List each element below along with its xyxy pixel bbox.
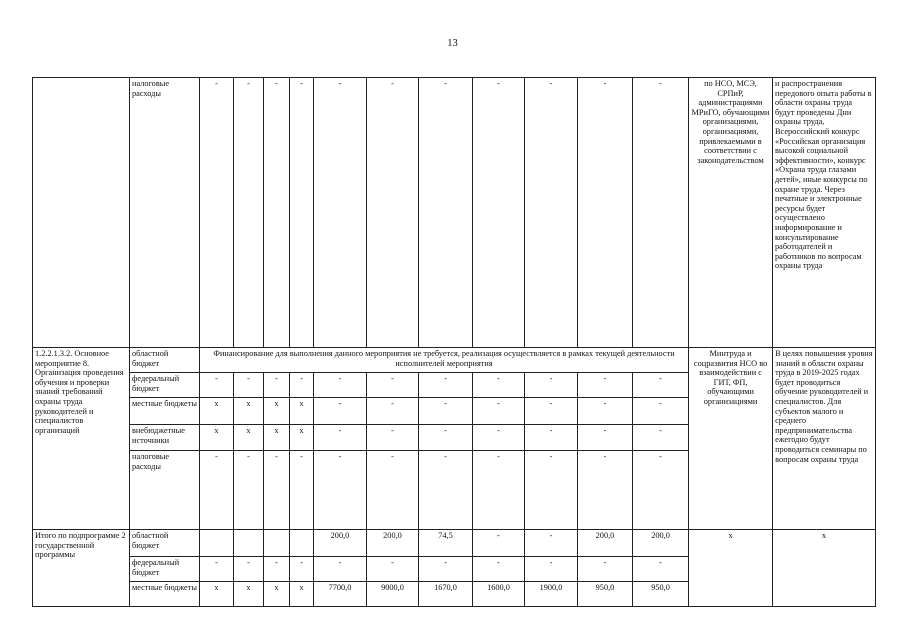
value-cell: x bbox=[290, 425, 314, 451]
value-cell: - bbox=[290, 373, 314, 398]
value-cell: - bbox=[419, 451, 473, 530]
program-table bbox=[32, 347, 876, 607]
value-cell: - bbox=[367, 557, 419, 582]
value-cell: 200,0 bbox=[633, 530, 689, 557]
program-table-continued bbox=[32, 77, 876, 348]
executors-cell: x bbox=[689, 530, 773, 607]
value-cell: - bbox=[264, 373, 290, 398]
expected-result-cell: x bbox=[773, 530, 876, 607]
value-cell: - bbox=[290, 78, 314, 348]
event-name-cell bbox=[33, 78, 130, 348]
value-cell: x bbox=[264, 425, 290, 451]
value-cell: - bbox=[200, 78, 234, 348]
value-cell: x bbox=[234, 582, 264, 607]
funding-source-cell: областной бюджет bbox=[130, 348, 200, 373]
value-cell: - bbox=[578, 398, 633, 425]
value-cell: - bbox=[473, 78, 525, 348]
value-cell: - bbox=[578, 373, 633, 398]
value-cell: - bbox=[314, 398, 367, 425]
value-cell: 1670,0 bbox=[419, 582, 473, 607]
value-cell: x bbox=[290, 582, 314, 607]
value-cell bbox=[234, 530, 264, 557]
executors-cell: Минтруда и соцразвития НСО во взаимодействии с ГИТ, ФП, обучающими организациями bbox=[689, 348, 773, 530]
value-cell: - bbox=[419, 78, 473, 348]
value-cell: x bbox=[200, 398, 234, 425]
value-cell: - bbox=[367, 373, 419, 398]
value-cell: - bbox=[419, 425, 473, 451]
value-cell: - bbox=[473, 557, 525, 582]
value-cell: x bbox=[264, 582, 290, 607]
table-row bbox=[33, 530, 876, 557]
value-cell: - bbox=[234, 373, 264, 398]
value-cell: - bbox=[473, 530, 525, 557]
value-cell: - bbox=[314, 373, 367, 398]
value-cell: - bbox=[525, 425, 578, 451]
value-cell: x bbox=[234, 398, 264, 425]
event-name-cell: 1.2.2.1.3.2. Основное мероприятие 8. Организация проведения обучения и проверки знаний требований охраны труда руководителей и специалистов организаций bbox=[33, 348, 130, 530]
value-cell: - bbox=[367, 398, 419, 425]
value-cell: x bbox=[264, 398, 290, 425]
page-number: 13 bbox=[447, 38, 458, 49]
value-cell: - bbox=[525, 373, 578, 398]
value-cell: - bbox=[473, 398, 525, 425]
value-cell: - bbox=[419, 398, 473, 425]
funding-source-cell: областной бюджет bbox=[130, 530, 200, 557]
value-cell: - bbox=[314, 78, 367, 348]
value-cell: - bbox=[200, 451, 234, 530]
executors-cell: по НСО, МСЭ, СРПиР, администрациями МРиГО, обучающими организациями, организациями, привлекаемыми в соответствии с законодательством bbox=[689, 78, 773, 348]
value-cell: - bbox=[525, 398, 578, 425]
funding-source-cell: внебюджетные источники bbox=[130, 425, 200, 451]
value-cell: - bbox=[578, 425, 633, 451]
value-cell: 74,5 bbox=[419, 530, 473, 557]
value-cell: 7700,0 bbox=[314, 582, 367, 607]
value-cell: - bbox=[578, 451, 633, 530]
value-cell: - bbox=[264, 451, 290, 530]
value-cell: - bbox=[633, 451, 689, 530]
value-cell: - bbox=[419, 557, 473, 582]
expected-result-cell: и распространения передового опыта работы в области охраны труда будут проведены Дни охраны труда, Всероссийский конкурс «Российская организация высокой социальной эффективности», конкурс «Охрана труда глазами детей», иные конкурсы по охране труда. Через печатные и электронные ресурсы будет осуществлено информирование и консультирование работодателей и работников по вопросам охраны труда bbox=[773, 78, 876, 348]
value-cell: 950,0 bbox=[578, 582, 633, 607]
value-cell bbox=[200, 530, 234, 557]
value-cell: - bbox=[264, 78, 290, 348]
value-cell: - bbox=[633, 557, 689, 582]
value-cell: - bbox=[633, 425, 689, 451]
funding-source-cell: федеральный бюджет bbox=[130, 373, 200, 398]
value-cell: - bbox=[473, 451, 525, 530]
table-row bbox=[33, 78, 876, 348]
value-cell: - bbox=[525, 451, 578, 530]
value-cell: 200,0 bbox=[367, 530, 419, 557]
value-cell: - bbox=[234, 557, 264, 582]
value-cell: - bbox=[633, 373, 689, 398]
value-cell: - bbox=[473, 373, 525, 398]
value-cell bbox=[264, 530, 290, 557]
value-cell: x bbox=[200, 582, 234, 607]
funding-source-cell: федеральный бюджет bbox=[130, 557, 200, 582]
value-cell bbox=[290, 530, 314, 557]
value-cell: - bbox=[525, 557, 578, 582]
value-cell: x bbox=[290, 398, 314, 425]
value-cell: - bbox=[419, 373, 473, 398]
value-cell: - bbox=[200, 557, 234, 582]
value-cell: - bbox=[290, 557, 314, 582]
table-row bbox=[33, 348, 876, 373]
value-cell: 9000,0 bbox=[367, 582, 419, 607]
funding-source-cell: налоговые расходы bbox=[130, 451, 200, 530]
value-cell: - bbox=[473, 425, 525, 451]
value-cell: - bbox=[200, 373, 234, 398]
value-cell: - bbox=[264, 557, 290, 582]
value-cell: 1900,0 bbox=[525, 582, 578, 607]
total-name-cell: Итого по подпрограмме 2 государственной программы bbox=[33, 530, 130, 607]
value-cell: - bbox=[234, 451, 264, 530]
value-cell: x bbox=[200, 425, 234, 451]
value-cell: - bbox=[525, 530, 578, 557]
funding-source-cell: местные бюджеты bbox=[130, 398, 200, 425]
value-cell: - bbox=[234, 78, 264, 348]
value-cell: - bbox=[633, 78, 689, 348]
value-cell: - bbox=[367, 425, 419, 451]
value-cell: - bbox=[578, 557, 633, 582]
value-cell: 1600,0 bbox=[473, 582, 525, 607]
value-cell: - bbox=[367, 451, 419, 530]
funding-source-cell: местные бюджеты bbox=[130, 582, 200, 607]
financing-note: Финансирование для выполнения данного мероприятия не требуется, реализация осуществляется в рамках текущей деятельности исполнителей мероприятия bbox=[200, 348, 689, 373]
value-cell: - bbox=[314, 557, 367, 582]
value-cell: - bbox=[314, 425, 367, 451]
value-cell: x bbox=[234, 425, 264, 451]
funding-source-cell: налоговые расходы bbox=[130, 78, 200, 348]
value-cell: - bbox=[290, 451, 314, 530]
value-cell: 200,0 bbox=[314, 530, 367, 557]
value-cell: - bbox=[314, 451, 367, 530]
value-cell: - bbox=[633, 398, 689, 425]
expected-result-cell: В целях повышения уровня знаний в области охраны труда в 2019-2025 годах будет проводиться обучение руководителей и специалистов. Для субъектов малого и среднего предпринимательства ежегодно будут проводиться семинары по вопросам охраны труда bbox=[773, 348, 876, 530]
value-cell: 200,0 bbox=[578, 530, 633, 557]
value-cell: 950,0 bbox=[633, 582, 689, 607]
value-cell: - bbox=[367, 78, 419, 348]
value-cell: - bbox=[578, 78, 633, 348]
value-cell: - bbox=[525, 78, 578, 348]
